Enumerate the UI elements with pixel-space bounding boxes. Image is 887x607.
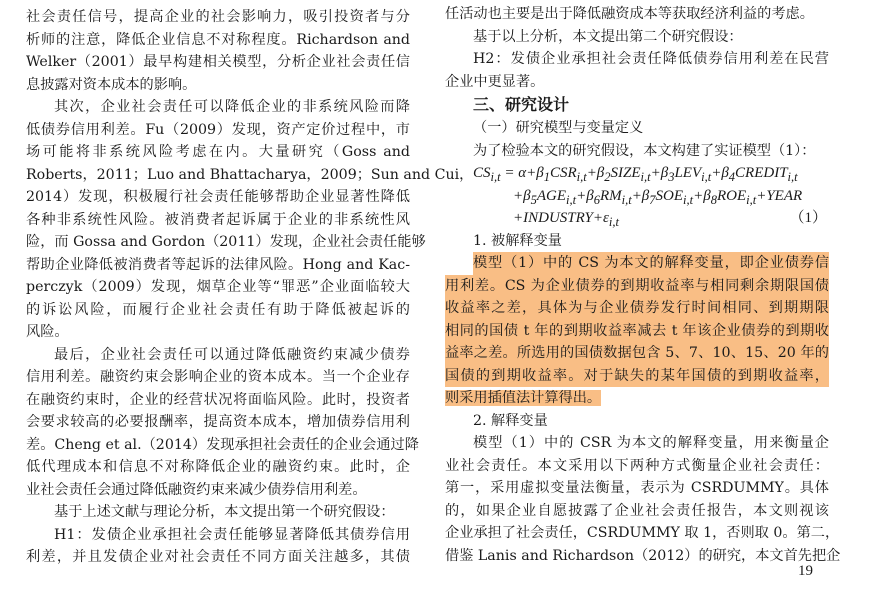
text-line — [26, 389, 410, 412]
text-line — [26, 29, 410, 52]
model-formula — [445, 162, 829, 230]
text-line — [26, 276, 410, 299]
text-line — [445, 117, 829, 140]
line-text: 企业承担了社会责任，CSRDUMMY 取 1，否则取 0。第二， — [445, 525, 840, 541]
text-line — [445, 522, 840, 545]
text-line — [445, 432, 829, 455]
line-text: 息披露对资本成本的影响。 — [26, 76, 197, 93]
line-text: 会要求较高的必要报酬率，提高资本成本，增加债券信用利 — [26, 414, 410, 430]
text-line — [445, 26, 829, 49]
formula-line-3: $+INDUSTRY+\varepsilon_{i,t}$ （1） — [445, 207, 829, 230]
text-line — [26, 186, 410, 209]
line-text: H2：发债企业承担社会责任降低债券信用利差在民营 — [473, 51, 829, 67]
line-text: 场可能将非系统风险考虑在内。大量研究（Goss and — [26, 144, 410, 160]
line-text: 的诉讼风险，而履行企业社会责任有助于降低被起诉的 — [26, 301, 410, 318]
line-text: 2014）发现，积极履行社会责任能够帮助企业显著性降低 — [26, 189, 410, 205]
line-text: 低代理成本和信息不对称降低企业的融资约束。此时，企 — [26, 459, 410, 475]
highlighted-paragraph — [445, 252, 829, 410]
line-text: 其次，企业社会责任可以降低企业的非系统风险而降 — [54, 99, 410, 115]
line-text: Roberts，2011；Luo and Bhattacharya，2009；Sun and Cui， — [26, 166, 474, 183]
line-text: 社会责任信号，提高企业的社会影响力，吸引投资者与分 — [26, 9, 410, 25]
text-line — [26, 51, 410, 74]
text-line — [26, 344, 410, 367]
right-top-paragraphs — [445, 3, 829, 93]
line-text: 模型（1）中的 CS 为本文的解释变量，即企业债券信 — [473, 252, 829, 275]
line-text: 险，而 Gossa and Gordon（2011）发现，企业社会责任能够 — [26, 234, 426, 250]
text-line — [445, 297, 829, 320]
line-text: 相同的国债 t 年的到期收益率减去 t 年该企业债券的到期收 — [445, 320, 829, 343]
text-line — [26, 501, 410, 524]
line-text: H1：发债企业承担社会责任能够显著降低其债券信用 — [54, 526, 410, 543]
explanatory-paragraph — [445, 432, 841, 567]
text-line — [26, 299, 410, 322]
text-line — [26, 321, 410, 344]
text-line — [445, 252, 829, 275]
line-text: 信用利差。融资约束会影响企业的资本成本。当一个企业存 — [26, 369, 410, 385]
line-text: 用利差。CS 为企业债券的到期收益率与相同剩余期限国债 — [445, 275, 829, 298]
formula-line-1: $CS_{i,t}$ = $\alpha+\beta_1CSR_{i,t}+\beta_2SIZE_{i,t}+\beta_3LEV_{i,t}+\beta_4CREDIT_{i,t}$ — [473, 165, 798, 184]
line-text: 收益率之差，具体为与企业债券发行时间相同、到期期限 — [445, 297, 829, 320]
text-line — [26, 96, 410, 119]
line-text: perczyk（2009）发现，烟草企业等“罪恶”企业面临较大 — [26, 279, 410, 295]
text-line — [26, 254, 410, 277]
text-line — [445, 365, 829, 388]
line-text: 则采用插值法计算得出。 — [445, 390, 602, 406]
text-line — [26, 141, 410, 164]
text-line — [26, 366, 410, 389]
line-text: 低债券信用利差。Fu（2009）发现，资产定价过程中，市 — [26, 121, 410, 138]
line-text: 风险。 — [26, 324, 69, 340]
section-title: 三、研究设计 — [473, 95, 570, 114]
text-line — [445, 140, 829, 163]
line-text: 析师的注意，降低企业信息不对称程度。Richardson and — [26, 31, 410, 48]
model-intro — [445, 117, 829, 162]
right-column — [445, 3, 841, 567]
line-text: 企业中更显著。 — [445, 73, 545, 90]
line-text: 业社会责任会通过降低融资约束来减少债券信用利差。 — [26, 481, 367, 498]
text-line — [26, 119, 410, 142]
line-text: 差。Cheng et al.（2014）发现承担社会责任的企业会通过降 — [26, 436, 419, 453]
text-line — [26, 411, 410, 434]
line-text: 国债的到期收益率。对于缺失的某年国债的到期收益率， — [445, 365, 829, 388]
text-line — [26, 479, 410, 502]
line-text: 借鉴 Lanis and Richardson（2012）的研究，本文首先把企 — [445, 547, 841, 564]
text-line — [26, 231, 426, 254]
subsection-explanatory-variable: 2. 解释变量 — [473, 412, 548, 429]
text-line — [445, 500, 829, 523]
line-text: 为了检验本文的研究假设，本文构建了实证模型（1）： — [473, 142, 816, 159]
line-text: 基于上述文献与理论分析，本文提出第一个研究假设： — [54, 504, 395, 520]
text-line — [26, 524, 410, 547]
subsection-dependent-variable: 1. 被解释变量 — [473, 232, 562, 249]
text-line — [445, 387, 829, 410]
line-text: 益率之差。所选用的国债数据包含 5、7、10、15、20 年的 — [445, 342, 829, 365]
line-text: 的，如果企业自愿披露了企业社会责任报告，本文则视该 — [445, 502, 829, 519]
line-text: 业社会责任。本文采用以下两种方式衡量企业社会责任： — [445, 457, 829, 474]
line-text: 第一，采用虚拟变量法衡量，表示为 CSRDUMMY。具体 — [445, 480, 829, 496]
formula-line-2: $+\beta_5AGE_{i,t}+\beta_6RM_{i,t}+\beta_7SOE_{i,t}+\beta_8ROE_{i,t}+YEAR$ — [513, 187, 803, 207]
line-text: 在融资约束时，企业的经营状况将面临风险。此时，投资者 — [26, 391, 410, 408]
line-text: 各种非系统性风险。被消费者起诉属于企业的非系统性风 — [26, 211, 410, 228]
text-line — [26, 6, 410, 29]
text-line — [26, 434, 419, 457]
text-line — [26, 546, 410, 569]
text-line — [445, 48, 829, 71]
text-line — [26, 164, 474, 187]
left-column — [26, 6, 474, 569]
text-line — [26, 456, 410, 479]
text-line — [445, 342, 829, 365]
line-text: 任活动也主要是出于降低融资成本等获取经济利益的考虑。 — [445, 6, 814, 22]
text-line — [445, 455, 829, 478]
text-line — [445, 3, 829, 26]
line-text: 利差，并且发债企业对社会责任不同方面关注越多，其债 — [26, 549, 410, 565]
text-line — [445, 275, 829, 298]
line-text: 基于以上分析，本文提出第二个研究假设： — [473, 28, 743, 45]
text-line — [26, 74, 410, 97]
line-text: 帮助企业降低被消费者等起诉的法律风险。Hong and Kac- — [26, 256, 410, 273]
line-text: 模型（1）中的 CSR 为本文的解释变量，用来衡量企 — [473, 435, 829, 451]
text-line — [445, 477, 829, 500]
text-line — [445, 545, 841, 568]
page-number: 19 — [798, 563, 813, 579]
text-line — [26, 209, 410, 232]
text-line — [445, 320, 829, 343]
line-text: Welker（2001）最早构建相关模型，分析企业社会责任信 — [26, 54, 410, 70]
line-text: 最后，企业社会责任可以通过降低融资约束减少债券 — [54, 346, 410, 363]
equation-number: （1） — [789, 210, 827, 226]
text-line — [445, 71, 829, 94]
line-text: （一）研究模型与变量定义 — [473, 120, 644, 136]
